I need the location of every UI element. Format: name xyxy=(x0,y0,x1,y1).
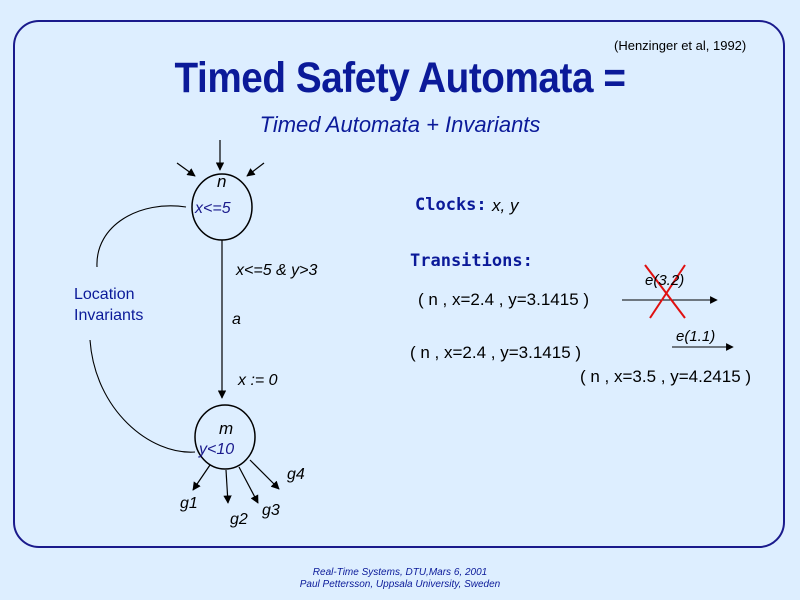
citation: (Henzinger et al, 1992) xyxy=(614,38,747,53)
transition-row2-delay: e(1.1) xyxy=(676,328,716,345)
invariants-label-line2: Invariants xyxy=(74,307,144,324)
guard-label: x<=5 & y>3 xyxy=(236,262,318,279)
outgoing-arrow-g2 xyxy=(226,470,228,503)
location-n-name: n xyxy=(217,172,227,191)
transition-row1-state: ( n , x=2.4 , y=3.1415 ) xyxy=(418,290,590,309)
reset-label: x := 0 xyxy=(238,372,278,389)
outgoing-label-g4: g4 xyxy=(287,466,305,483)
incoming-arrow-right xyxy=(247,163,264,176)
location-m-invariant: y<10 xyxy=(199,441,235,458)
transition-row2-state: ( n , x=2.4 , y=3.1415 ) xyxy=(410,343,582,362)
slide-subtitle: Timed Automata + Invariants xyxy=(259,112,541,137)
outgoing-label-g1: g1 xyxy=(180,495,198,512)
invariant-curve-bottom xyxy=(90,340,195,452)
slide-title: Timed Safety Automata = xyxy=(174,54,626,102)
transition-row1-delay: e(3.2) xyxy=(645,272,685,289)
footer-line1: Real-Time Systems, DTU,Mars 6, 2001 xyxy=(312,567,488,578)
action-label: a xyxy=(232,311,241,328)
outgoing-arrow-g1 xyxy=(193,465,210,490)
location-m-name: m xyxy=(219,419,234,438)
invariant-curve-top xyxy=(97,206,186,267)
invariants-label-line1: Location xyxy=(74,286,135,303)
footer-line2: Paul Pettersson, Uppsala University, Sweden xyxy=(299,579,501,590)
transition-row2-result: ( n , x=3.5 , y=4.2415 ) xyxy=(580,367,752,386)
incoming-arrow-left xyxy=(177,163,195,176)
clocks-label: Clocks: xyxy=(415,195,487,215)
outgoing-arrow-g3 xyxy=(239,467,258,503)
outgoing-label-g2: g2 xyxy=(230,511,248,528)
transitions-label: Transitions: xyxy=(410,251,533,271)
outgoing-arrow-g4 xyxy=(250,460,279,489)
clocks-value: x, y xyxy=(492,196,519,215)
outgoing-label-g3: g3 xyxy=(262,502,280,519)
location-n-invariant: x<=5 xyxy=(195,200,231,217)
